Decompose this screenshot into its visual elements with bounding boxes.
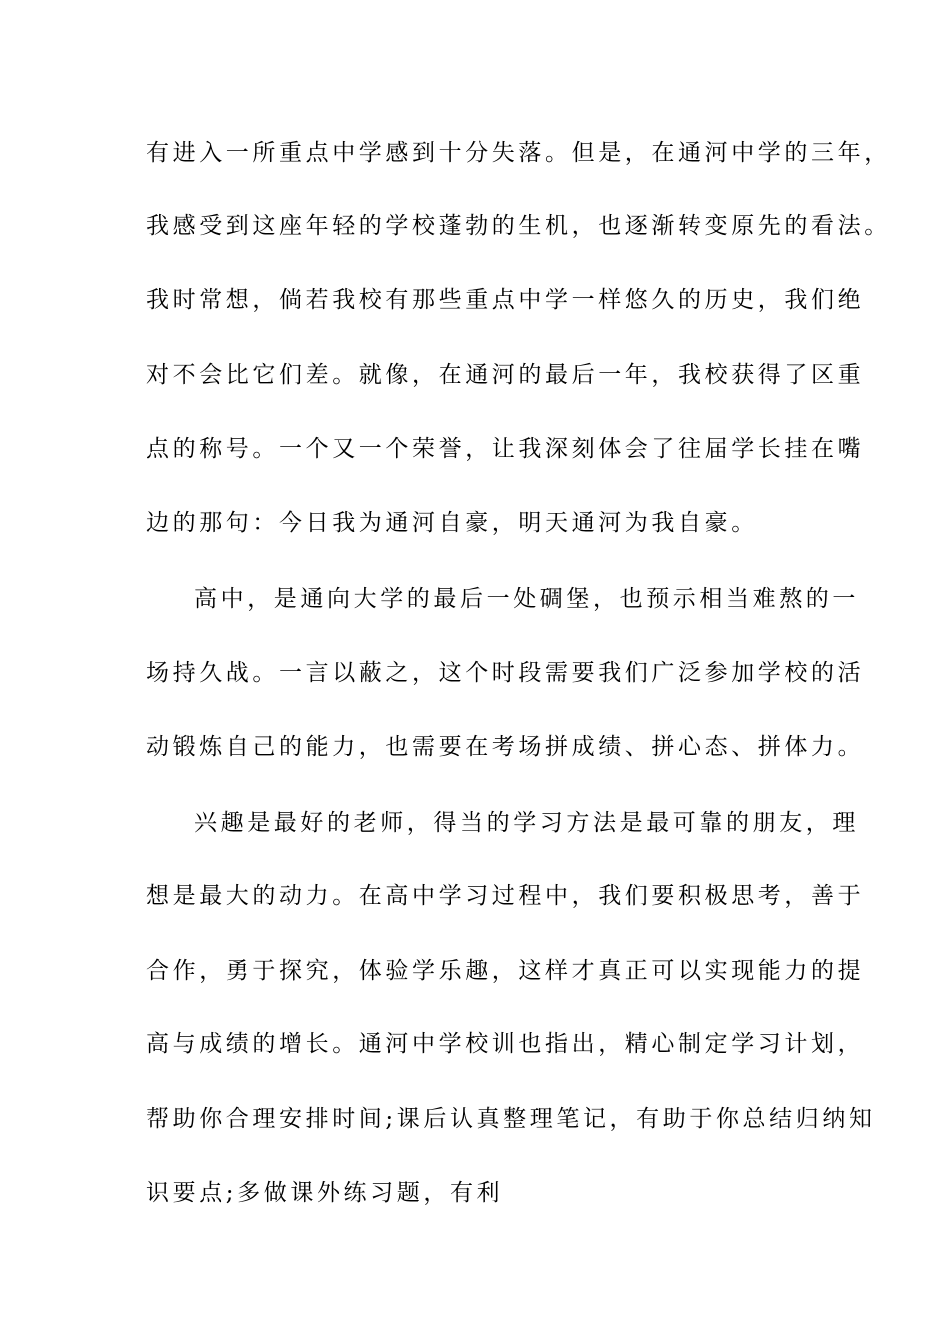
text-line: 场持久战。一言以蔽之，这个时段需要我们广泛参加学校的活 — [146, 660, 865, 686]
text-line: 点的称号。一个又一个荣誉，让我深刻体会了往届学长挂在嘴 — [146, 436, 865, 462]
paragraph-first-line: 兴趣是最好的老师，得当的学习方法是最可靠的朋友，理 — [194, 810, 859, 836]
text-line: 合作，勇于探究，体验学乐趣，这样才真正可以实现能力的提 — [146, 958, 865, 984]
text-line: 我感受到这座年轻的学校蓬勃的生机，也逐渐转变原先的看法。 — [146, 213, 891, 239]
text-line: 边的那句：今日我为通河自豪，明天通河为我自豪。 — [146, 510, 758, 536]
text-line: 识要点;多做课外练习题，有利 — [146, 1180, 504, 1206]
text-line: 帮助你合理安排时间;课后认真整理笔记，有助于你总结归纳知 — [146, 1106, 876, 1132]
text-line: 高与成绩的增长。通河中学校训也指出，精心制定学习计划， — [146, 1031, 865, 1057]
text-line: 我时常想，倘若我校有那些重点中学一样悠久的历史，我们绝 — [146, 287, 865, 313]
text-line: 想是最大的动力。在高中学习过程中，我们要积极思考，善于 — [146, 883, 865, 909]
text-line: 有进入一所重点中学感到十分失落。但是，在通河中学的三年， — [146, 140, 891, 166]
paragraph-first-line: 高中，是通向大学的最后一处碉堡，也预示相当难熬的一 — [194, 586, 859, 612]
text-line: 对不会比它们差。就像，在通河的最后一年，我校获得了区重 — [146, 362, 865, 388]
text-line: 动锻炼自己的能力，也需要在考场拼成绩、拼心态、拼体力。 — [146, 734, 865, 760]
